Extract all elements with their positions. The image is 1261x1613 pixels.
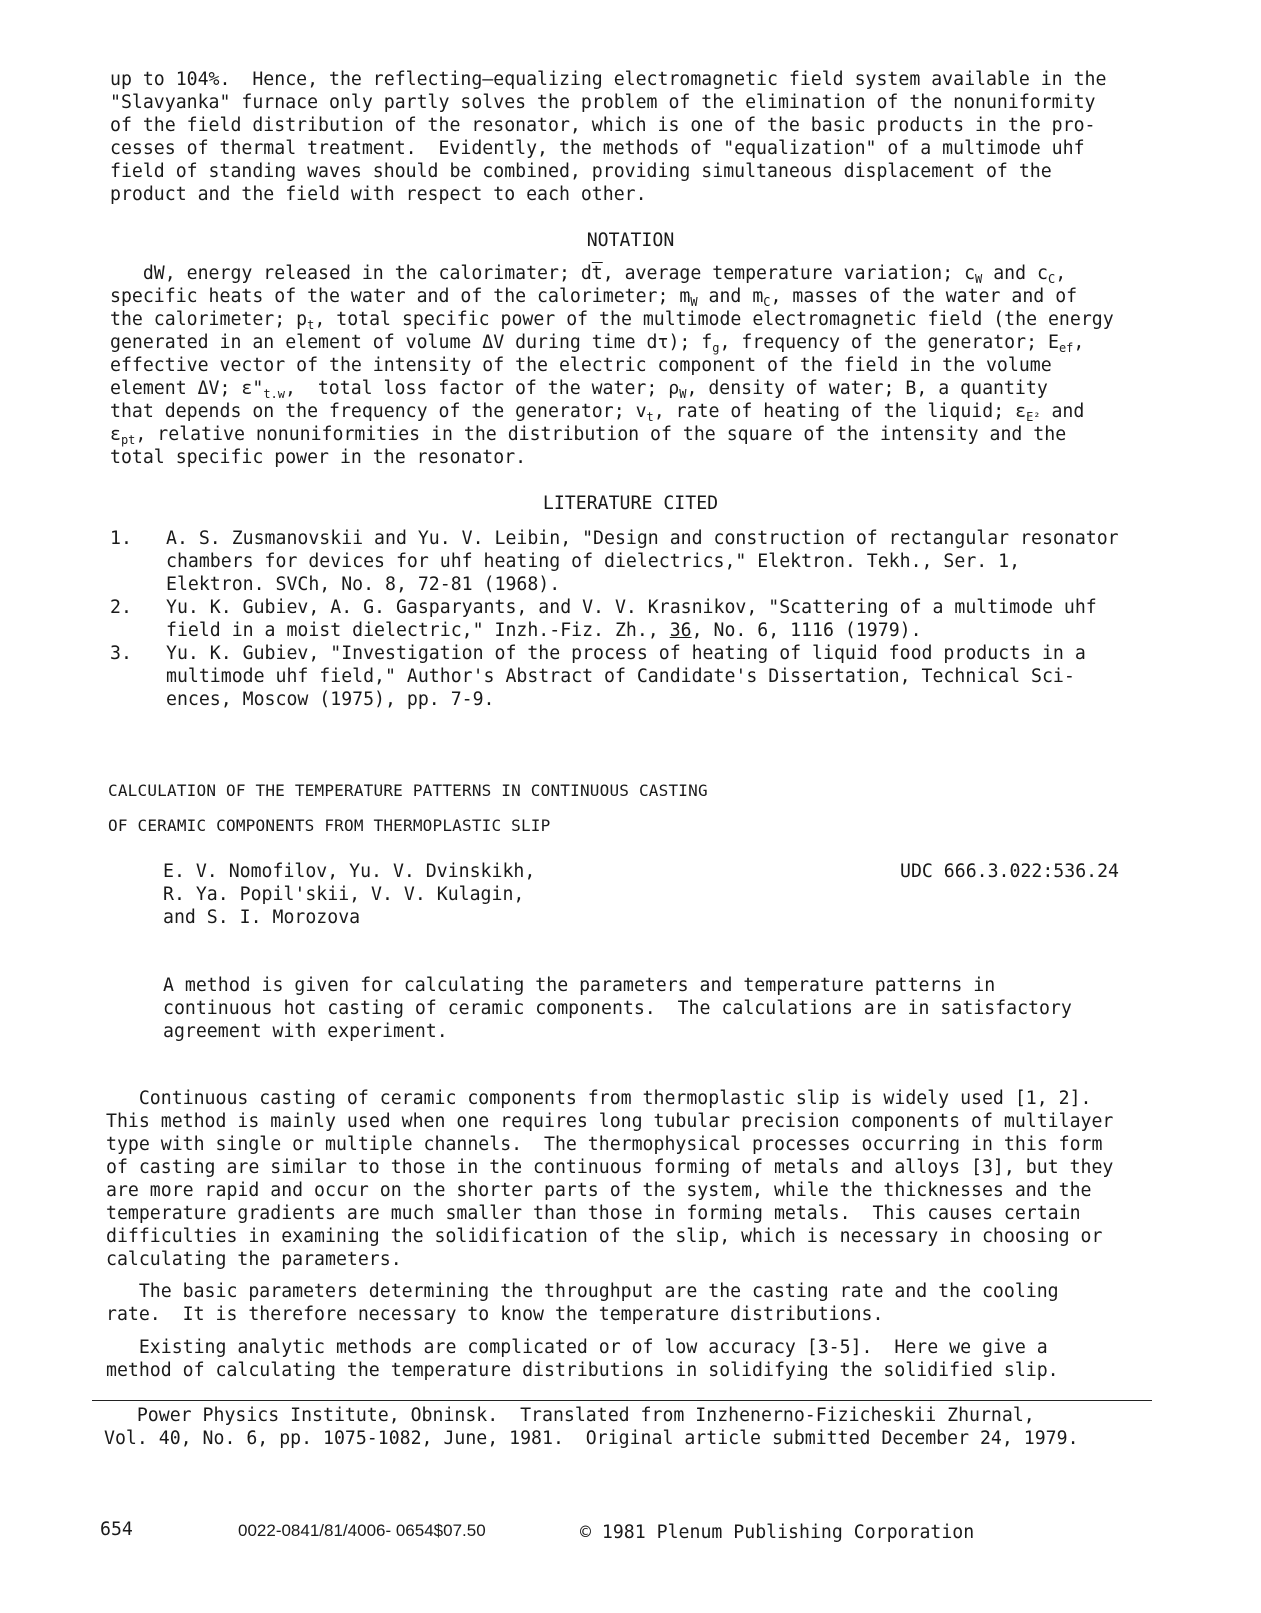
notation-line: $\varepsilon_{pt}$, relative nonuniformities in the distribution of the square of the intensity and the xyxy=(110,424,1067,447)
reference-line: field in a moist dielectric," Inzh.-Fiz. Zh., 36, No. 6, 1116 (1979). xyxy=(166,620,922,641)
udc-code: UDC 666.3.022:536.24 xyxy=(900,861,1119,882)
notation-line: the calorimeter; $p_t$, total specific power of the multimode electromagnetic field (the energy xyxy=(110,309,1114,332)
footnote-line: Power Physics Institute, Obninsk. Translated from Inzhenerno-Fizicheskii Zhurnal, xyxy=(104,1405,1035,1426)
author-line: and S. I. Morozova xyxy=(163,907,361,928)
text-line: of casting are similar to those in the continuous forming of metals and alloys [3], but they xyxy=(106,1157,1114,1178)
text-line: are more rapid and occur on the shorter parts of the system, while the thicknesses and the xyxy=(106,1180,1092,1201)
reference-line: Yu. K. Gubiev, A. G. Gasparyants, and V. V. Krasnikov, "Scattering of a multimode uhf xyxy=(166,597,1097,618)
text-line: product and the field with respect to each other. xyxy=(110,184,647,205)
notation-line: dW, energy released in the calorimater; $d\overline{t}$, average temperature variation; $c_W$ and $c_C$, xyxy=(110,263,1067,286)
author-line: R. Ya. Popil'skii, V. V. Kulagin, xyxy=(163,884,525,905)
article-title-line: OF CERAMIC COMPONENTS FROM THERMOPLASTIC SLIP xyxy=(108,816,551,835)
abstract-line: A method is given for calculating the parameters and temperature patterns in xyxy=(163,975,996,996)
notation-heading: NOTATION xyxy=(586,230,675,251)
text-line: This method is mainly used when one requires long tubular precision components of multilayer xyxy=(106,1111,1114,1132)
abstract-line: agreement with experiment. xyxy=(163,1021,448,1042)
text-line: The basic parameters determining the throughput are the casting rate and the cooling xyxy=(106,1281,1059,1302)
article-title-line: CALCULATION OF THE TEMPERATURE PATTERNS IN CONTINUOUS CASTING xyxy=(108,781,708,800)
text-line: calculating the parameters. xyxy=(106,1249,402,1270)
text-line: difficulties in examining the solidification of the slip, which is necessary in choosing or xyxy=(106,1226,1103,1247)
text-line: rate. It is therefore necessary to know the temperature distributions. xyxy=(106,1304,884,1325)
text-line: up to 104%. Hence, the reflecting—equalizing electromagnetic field system available in the xyxy=(110,69,1107,90)
text-line: type with single or multiple channels. The thermophysical processes occurring in this form xyxy=(106,1134,1103,1155)
reference-line: Yu. K. Gubiev, "Investigation of the process of heating of liquid food products in a xyxy=(166,643,1086,664)
issn-code: 0022-0841/81/4006- 0654$07.50 xyxy=(238,1521,486,1540)
page-number: 654 xyxy=(100,1519,133,1540)
notation-line: element ΔV; $\varepsilon"_{t.w}$, total loss factor of the water; $\rho_W$, density of water; B, a quantity xyxy=(110,378,1048,401)
text-line: temperature gradients are much smaller than those in forming metals. This causes certain xyxy=(106,1203,1081,1224)
reference-line: ences, Moscow (1975), pp. 7-9. xyxy=(166,689,495,710)
reference-number: 3. xyxy=(110,643,132,664)
reference-line: A. S. Zusmanovskii and Yu. V. Leibin, "Design and construction of rectangular resonator xyxy=(166,528,1119,549)
notation-line: effective vector of the intensity of the electric component of the field in the volume xyxy=(110,355,1052,376)
reference-line: Elektron. SVCh, No. 8, 72-81 (1968). xyxy=(166,574,561,595)
reference-number: 2. xyxy=(110,597,132,618)
copyright-notice: © 1981 Plenum Publishing Corporation xyxy=(580,1522,975,1543)
text-line: field of standing waves should be combined, providing simultaneous displacement of the xyxy=(110,161,1052,182)
reference-number: 1. xyxy=(110,528,132,549)
text-line: "Slavyanka" furnace only partly solves the problem of the elimination of the nonuniformity xyxy=(110,92,1096,113)
text-line: Continuous casting of ceramic components from thermoplastic slip is widely used [1, 2]. xyxy=(106,1088,1092,1109)
author-line: E. V. Nomofilov, Yu. V. Dvinskikh, xyxy=(163,861,536,882)
text-line: cesses of thermal treatment. Evidently, the methods of "equalization" of a multimode uhf xyxy=(110,138,1085,159)
notation-line: total specific power in the resonator. xyxy=(110,447,527,468)
reference-line: multimode uhf field," Author's Abstract of Candidate's Dissertation, Technical Sci- xyxy=(166,666,1075,687)
text-line: Existing analytic methods are complicated or of low accuracy [3-5]. Here we give a xyxy=(106,1337,1048,1358)
footnote-divider xyxy=(92,1400,1152,1401)
abstract-line: continuous hot casting of ceramic components. The calculations are in satisfactory xyxy=(163,998,1072,1019)
notation-line: that depends on the frequency of the generator; $v_t$, rate of heating of the liquid; $\varepsilon_{E^2}$ and xyxy=(110,401,1085,424)
notation-line: specific heats of the water and of the calorimeter; $m_W$ and $m_C$, masses of the water and of xyxy=(110,286,1078,309)
footnote-line: Vol. 40, No. 6, pp. 1075-1082, June, 1981. Original article submitted December 24, 1979. xyxy=(104,1428,1079,1449)
text-line: method of calculating the temperature distributions in solidifying the solidified slip. xyxy=(106,1360,1059,1381)
notation-line: generated in an element of volume ΔV during time dτ); $f_g$, frequency of the generator; $E_{ef}$, xyxy=(110,332,1085,355)
text-line: of the field distribution of the resonator, which is one of the basic products in the pro- xyxy=(110,115,1096,136)
literature-heading: LITERATURE CITED xyxy=(542,493,719,514)
reference-line: chambers for devices for uhf heating of dielectrics," Elektron. Tekh., Ser. 1, xyxy=(166,551,1021,572)
